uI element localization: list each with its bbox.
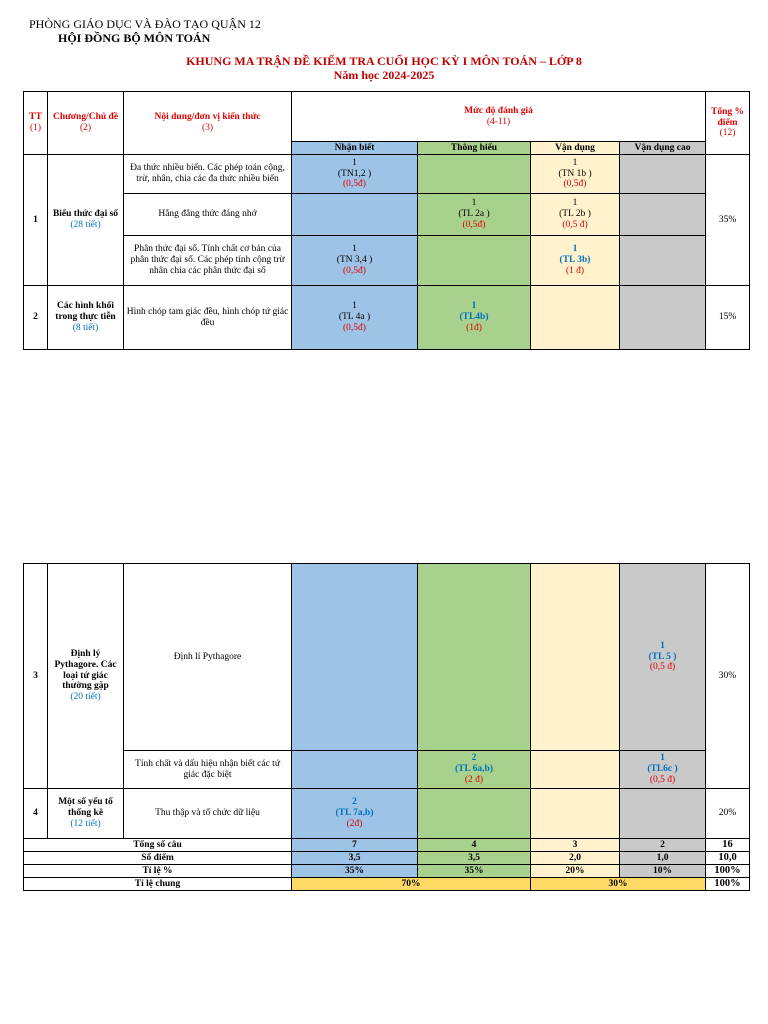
row-3-2-vdc: 1 (TL6c ) (0,5 đ) (620, 751, 706, 789)
chapter-header: Chương/Chủ đề (2) (48, 92, 124, 155)
row-3-2-vd (531, 751, 620, 789)
row-1-content-2: Hằng đẳng thức đáng nhớ (124, 194, 292, 236)
total-points-nb: 3,5 (292, 852, 418, 865)
matrix-table-part-1 (23, 91, 750, 350)
tt-header: TT (1) (24, 92, 48, 155)
row-3-content-2: Tính chất và dấu hiệu nhận biết các tứ giác đặc biệt (124, 751, 292, 789)
ratio-vd: 20% (531, 865, 620, 878)
total-questions-vdc: 2 (620, 839, 706, 852)
document-title: KHUNG MA TRẬN ĐỀ KIỂM TRA CUỐI HỌC KỲ I MÔN TOÁN – LỚP 8 (186, 54, 582, 68)
row-2-tt: 2 (24, 286, 48, 350)
row-1-2-th: 1 (TL 2a ) (0,5đ) (418, 194, 531, 236)
row-3-topic: Định lý Pythagore. Các loại tứ giác thường gặp (20 tiết) (48, 564, 124, 789)
row-4-nb: 2 (TL 7a,b) (2đ) (292, 789, 418, 839)
row-4-th (418, 789, 531, 839)
row-2-th: 1 (TL4b) (1đ) (418, 286, 531, 350)
total-header: Tổng % điểm (12) (706, 92, 750, 155)
row-3-1-nb (292, 564, 418, 751)
row-4-vdc (620, 789, 706, 839)
row-1-1-vdc (620, 155, 706, 194)
total-points-label: Số điểm (24, 852, 292, 865)
row-2-percent: 15% (706, 286, 750, 350)
overall-ratio-low: 70% (292, 878, 531, 891)
row-1-3-nb: 1 (TN 3,4 ) (0,5đ) (292, 236, 418, 286)
row-2-nb: 1 (TL 4a ) (0,5đ) (292, 286, 418, 350)
overall-ratio-sum: 100% (706, 878, 750, 891)
col-nhan-biet: Nhận biết (292, 142, 418, 155)
row-1-tt: 1 (24, 155, 48, 286)
total-points-vd: 2,0 (531, 852, 620, 865)
row-1-2-vdc (620, 194, 706, 236)
row-2-vd (531, 286, 620, 350)
level-header: Mức độ đánh giá (4-11) (292, 92, 706, 142)
row-4-content: Thu thập và tổ chức dữ liệu (124, 789, 292, 839)
row-4-tt: 4 (24, 789, 48, 839)
council-name: HỘI ĐỒNG BỘ MÔN TOÁN (58, 31, 211, 45)
row-2-content: Hình chóp tam giác đều, hình chóp tứ giác đều (124, 286, 292, 350)
total-points-vdc: 1,0 (620, 852, 706, 865)
overall-ratio-high: 30% (531, 878, 706, 891)
row-1-1-th (418, 155, 531, 194)
row-3-1-th (418, 564, 531, 751)
total-points-sum: 10,0 (706, 852, 750, 865)
ratio-th: 35% (418, 865, 531, 878)
matrix-table-part-2 (23, 563, 750, 891)
row-1-1-vd: 1 (TN 1b ) (0,5đ) (531, 155, 620, 194)
row-2-topic: Các hình khối trong thực tiễn (8 tiết) (48, 286, 124, 350)
row-3-tt: 3 (24, 564, 48, 789)
row-3-1-vdc: 1 (TL 5 ) (0,5 đ) (620, 564, 706, 751)
ratio-vdc: 10% (620, 865, 706, 878)
content-header: Nội dung/đơn vị kiến thức (3) (124, 92, 292, 155)
row-4-percent: 20% (706, 789, 750, 839)
school-year: Năm học 2024-2025 (333, 68, 435, 82)
row-4-vd (531, 789, 620, 839)
row-2-vdc (620, 286, 706, 350)
total-points-th: 3,5 (418, 852, 531, 865)
ratio-label: Tỉ lệ % (24, 865, 292, 878)
row-1-3-th (418, 236, 531, 286)
department-name: PHÒNG GIÁO DỤC VÀ ĐÀO TẠO QUẬN 12 (29, 17, 261, 31)
col-van-dung: Vận dụng (531, 142, 620, 155)
ratio-sum: 100% (706, 865, 750, 878)
row-1-3-vd: 1 (TL 3b) (1 đ) (531, 236, 620, 286)
row-3-2-nb (292, 751, 418, 789)
total-questions-sum: 16 (706, 839, 750, 852)
col-thong-hieu: Thông hiểu (418, 142, 531, 155)
overall-ratio-label: Tỉ lệ chung (24, 878, 292, 891)
row-1-topic: Biểu thức đại số (28 tiết) (48, 155, 124, 286)
row-3-percent: 30% (706, 564, 750, 789)
row-1-1-nb: 1 (TN1,2 ) (0,5đ) (292, 155, 418, 194)
row-1-content-1: Đa thức nhiều biến. Các phép toán cộng, trừ, nhân, chia các đa thức nhiều biến (124, 155, 292, 194)
row-3-1-vd (531, 564, 620, 751)
total-questions-vd: 3 (531, 839, 620, 852)
row-1-percent: 35% (706, 155, 750, 286)
row-3-content-1: Định lí Pythagore (124, 564, 292, 751)
total-questions-nb: 7 (292, 839, 418, 852)
ratio-nb: 35% (292, 865, 418, 878)
total-questions-label: Tổng số câu (24, 839, 292, 852)
row-1-2-vd: 1 (TL 2b ) (0,5 đ) (531, 194, 620, 236)
row-4-topic: Một số yếu tố thống kê (12 tiết) (48, 789, 124, 839)
row-1-3-vdc (620, 236, 706, 286)
col-van-dung-cao: Vận dụng cao (620, 142, 706, 155)
row-1-2-nb (292, 194, 418, 236)
row-3-2-th: 2 (TL 6a,b) (2 đ) (418, 751, 531, 789)
row-1-content-3: Phân thức đại số. Tính chất cơ bản của phân thức đại số. Các phép tính cộng trừ nhân chia các phân thức đại số (124, 236, 292, 286)
total-questions-th: 4 (418, 839, 531, 852)
